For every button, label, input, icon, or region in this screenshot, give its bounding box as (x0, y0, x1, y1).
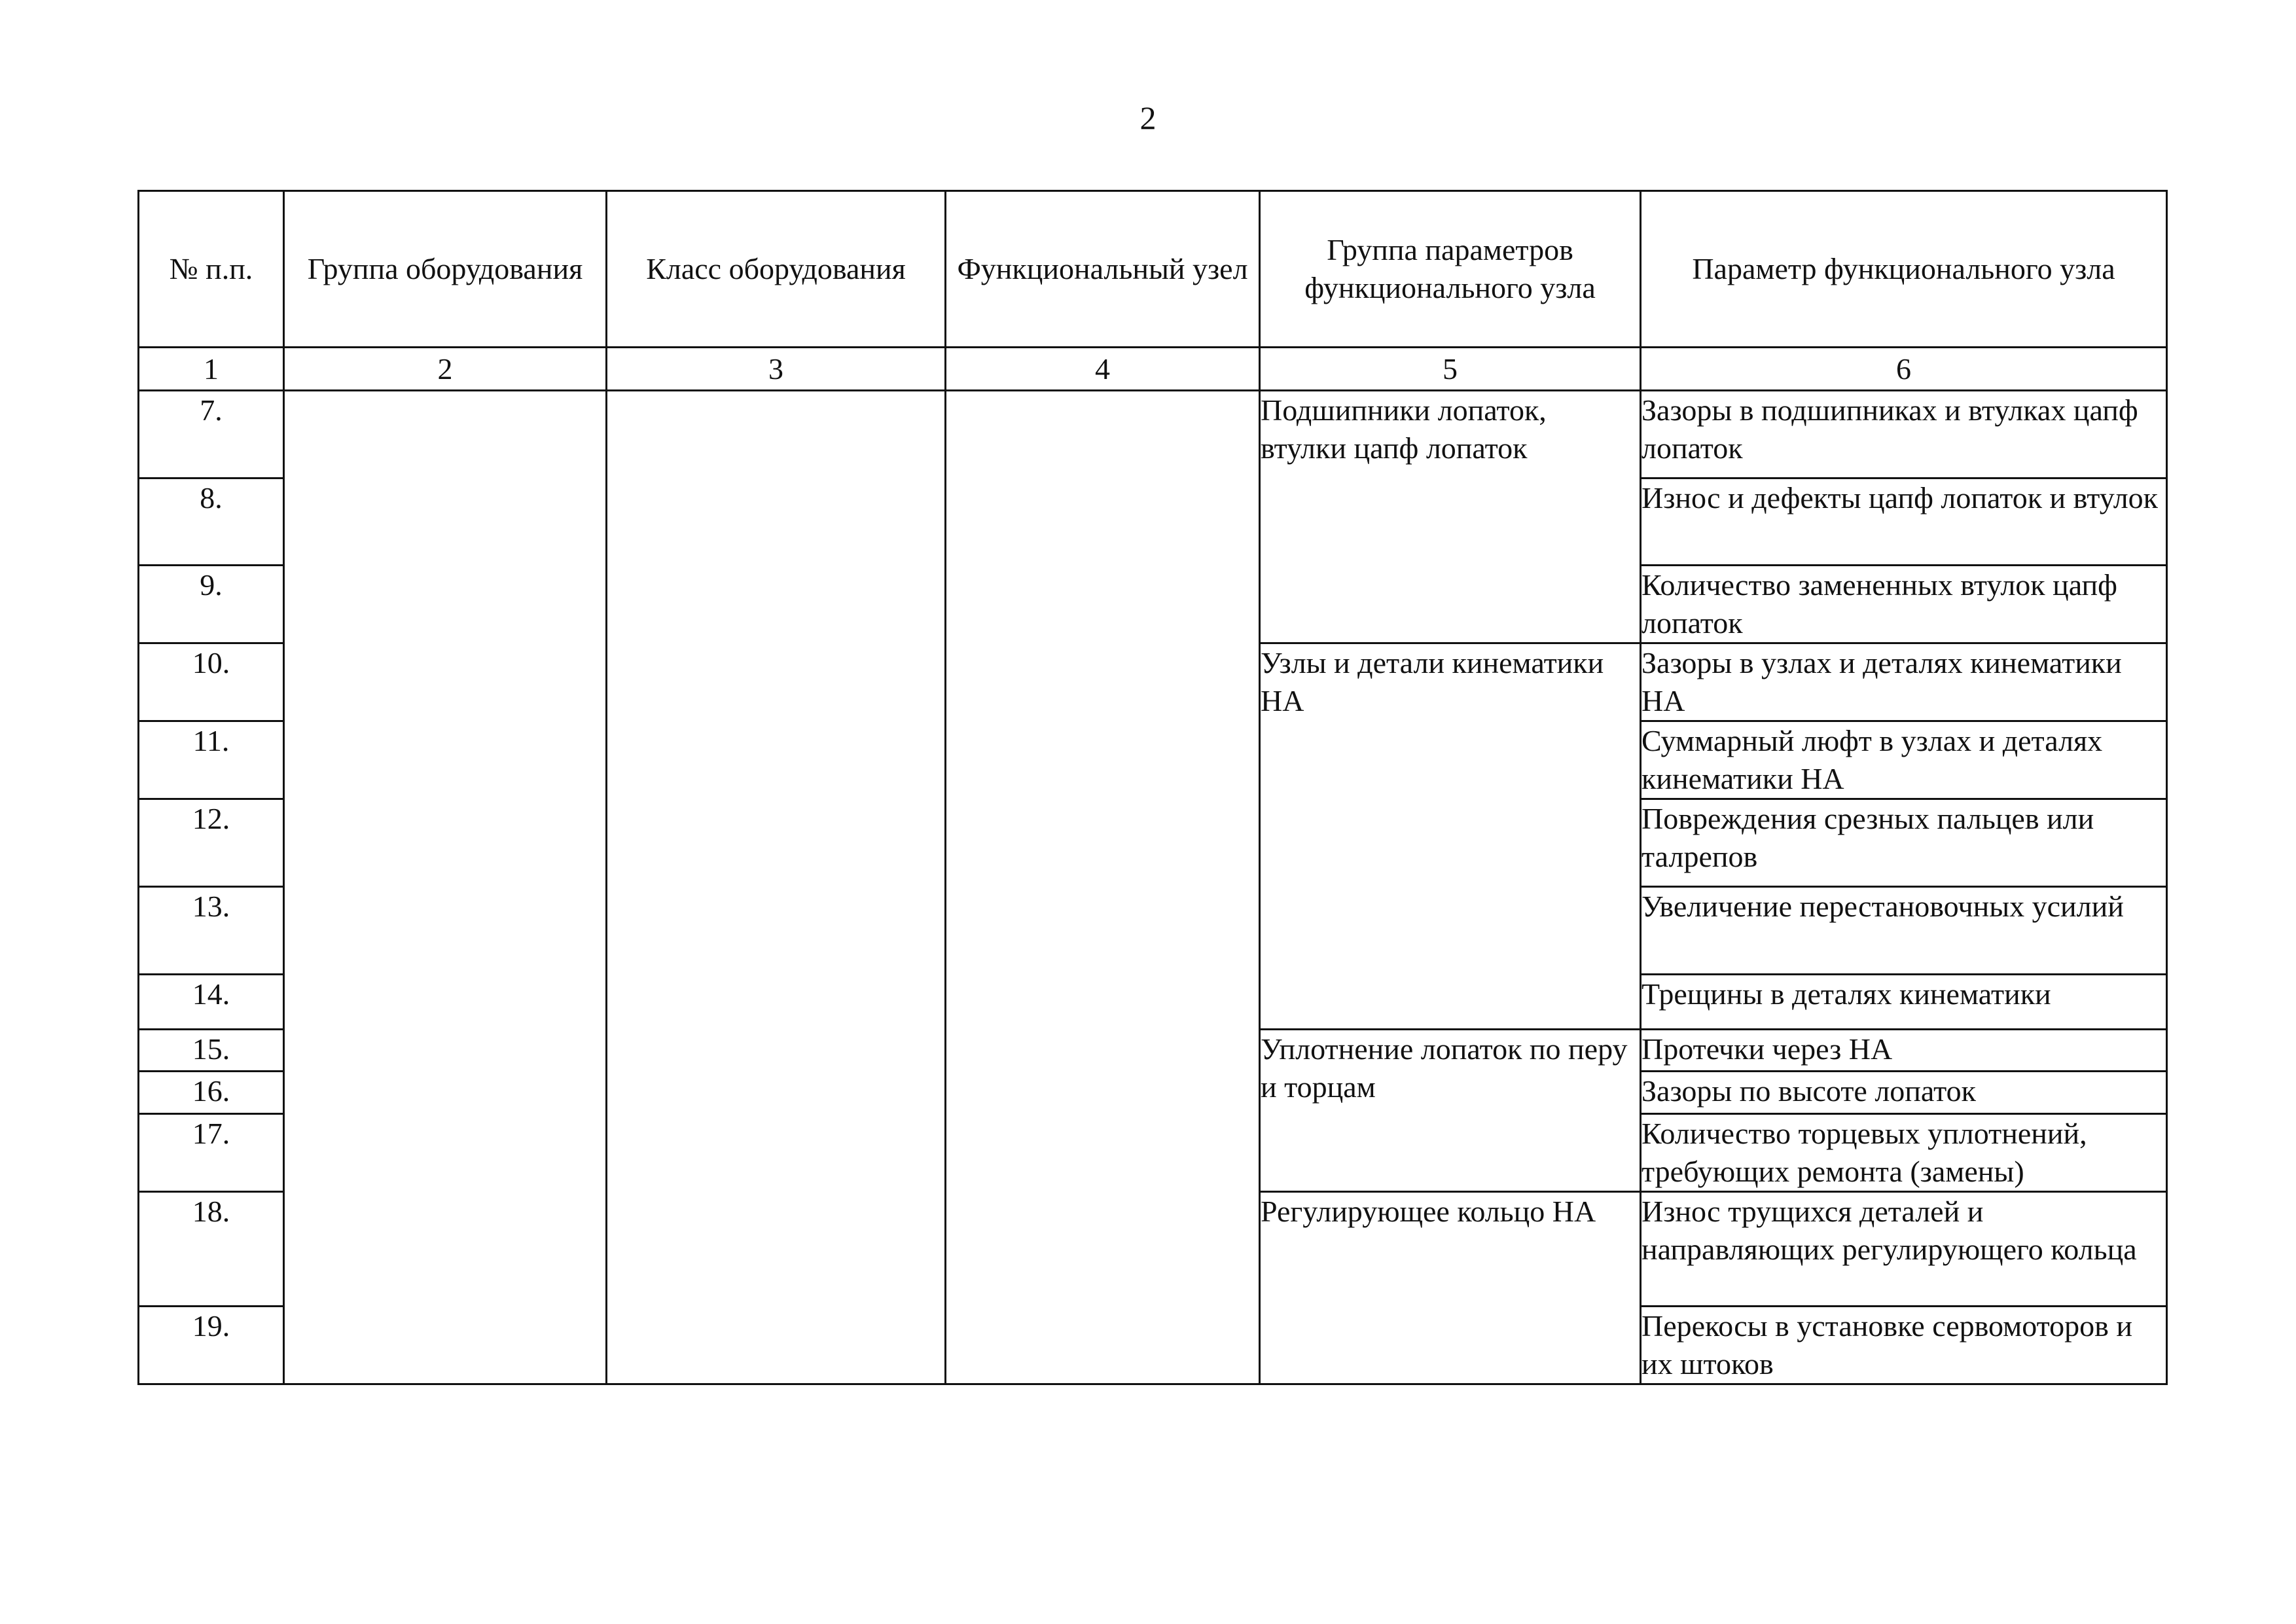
parameter-group-cell: Подшипники лопаток, втулки цапф лопаток (1260, 391, 1641, 643)
header-number: № п.п. (139, 191, 284, 348)
parameter-cell: Зазоры в узлах и деталях кинематики НА (1641, 643, 2167, 721)
parameter-cell: Количество торцевых уплотнений, требующих ремонта (замены) (1641, 1114, 2167, 1192)
column-number: 3 (607, 348, 946, 391)
equipment-parameters-table (137, 190, 2168, 1385)
column-number-row (139, 348, 2167, 391)
equipment-group-cell (284, 391, 607, 1384)
row-number: 11. (139, 721, 284, 799)
header-parameter-group: Группа параметров функционального узла (1260, 191, 1641, 348)
row-number: 19. (139, 1307, 284, 1384)
parameter-cell: Количество замененных втулок цапф лопаток (1641, 566, 2167, 643)
parameter-cell: Увеличение перестановочных усилий (1641, 887, 2167, 975)
column-number: 5 (1260, 348, 1641, 391)
row-number: 10. (139, 643, 284, 721)
row-number: 16. (139, 1072, 284, 1114)
equipment-class-cell (607, 391, 946, 1384)
row-number: 15. (139, 1030, 284, 1072)
parameter-cell: Перекосы в установке сервомоторов и их штоков (1641, 1307, 2167, 1384)
row-number: 13. (139, 887, 284, 975)
column-number: 2 (284, 348, 607, 391)
column-number: 1 (139, 348, 284, 391)
parameter-cell: Износ и дефекты цапф лопаток и втулок (1641, 478, 2167, 566)
row-number: 17. (139, 1114, 284, 1192)
parameter-group-cell: Уплотнение лопаток по перу и торцам (1260, 1030, 1641, 1192)
row-number: 18. (139, 1192, 284, 1307)
header-equipment-class: Класс оборудования (607, 191, 946, 348)
row-number: 9. (139, 566, 284, 643)
parameter-cell: Протечки через НА (1641, 1030, 2167, 1072)
parameter-cell: Износ трущихся деталей и направляющих регулирующего кольца (1641, 1192, 2167, 1307)
row-number: 12. (139, 799, 284, 887)
row-number: 14. (139, 975, 284, 1030)
header-row (139, 191, 2167, 348)
parameter-cell: Суммарный люфт в узлах и деталях кинематики НА (1641, 721, 2167, 799)
row-number: 8. (139, 478, 284, 566)
parameter-group-cell: Узлы и детали кинематики НА (1260, 643, 1641, 1030)
parameter-cell: Зазоры по высоте лопаток (1641, 1072, 2167, 1114)
parameter-cell: Зазоры в подшипниках и втулках цапф лопаток (1641, 391, 2167, 478)
parameter-cell: Трещины в деталях кинематики (1641, 975, 2167, 1030)
functional-unit-cell (946, 391, 1260, 1384)
column-number: 4 (946, 348, 1260, 391)
column-number: 6 (1641, 348, 2167, 391)
header-equipment-group: Группа оборудования (284, 191, 607, 348)
parameter-cell: Повреждения срезных пальцев или талрепов (1641, 799, 2167, 887)
page-number: 2 (1139, 99, 1157, 136)
parameter-group-cell: Регулирующее кольцо НА (1260, 1192, 1641, 1384)
table-row (139, 391, 2167, 478)
header-functional-unit: Функциональный узел (946, 191, 1260, 348)
row-number: 7. (139, 391, 284, 478)
header-parameter: Параметр функционального узла (1641, 191, 2167, 348)
